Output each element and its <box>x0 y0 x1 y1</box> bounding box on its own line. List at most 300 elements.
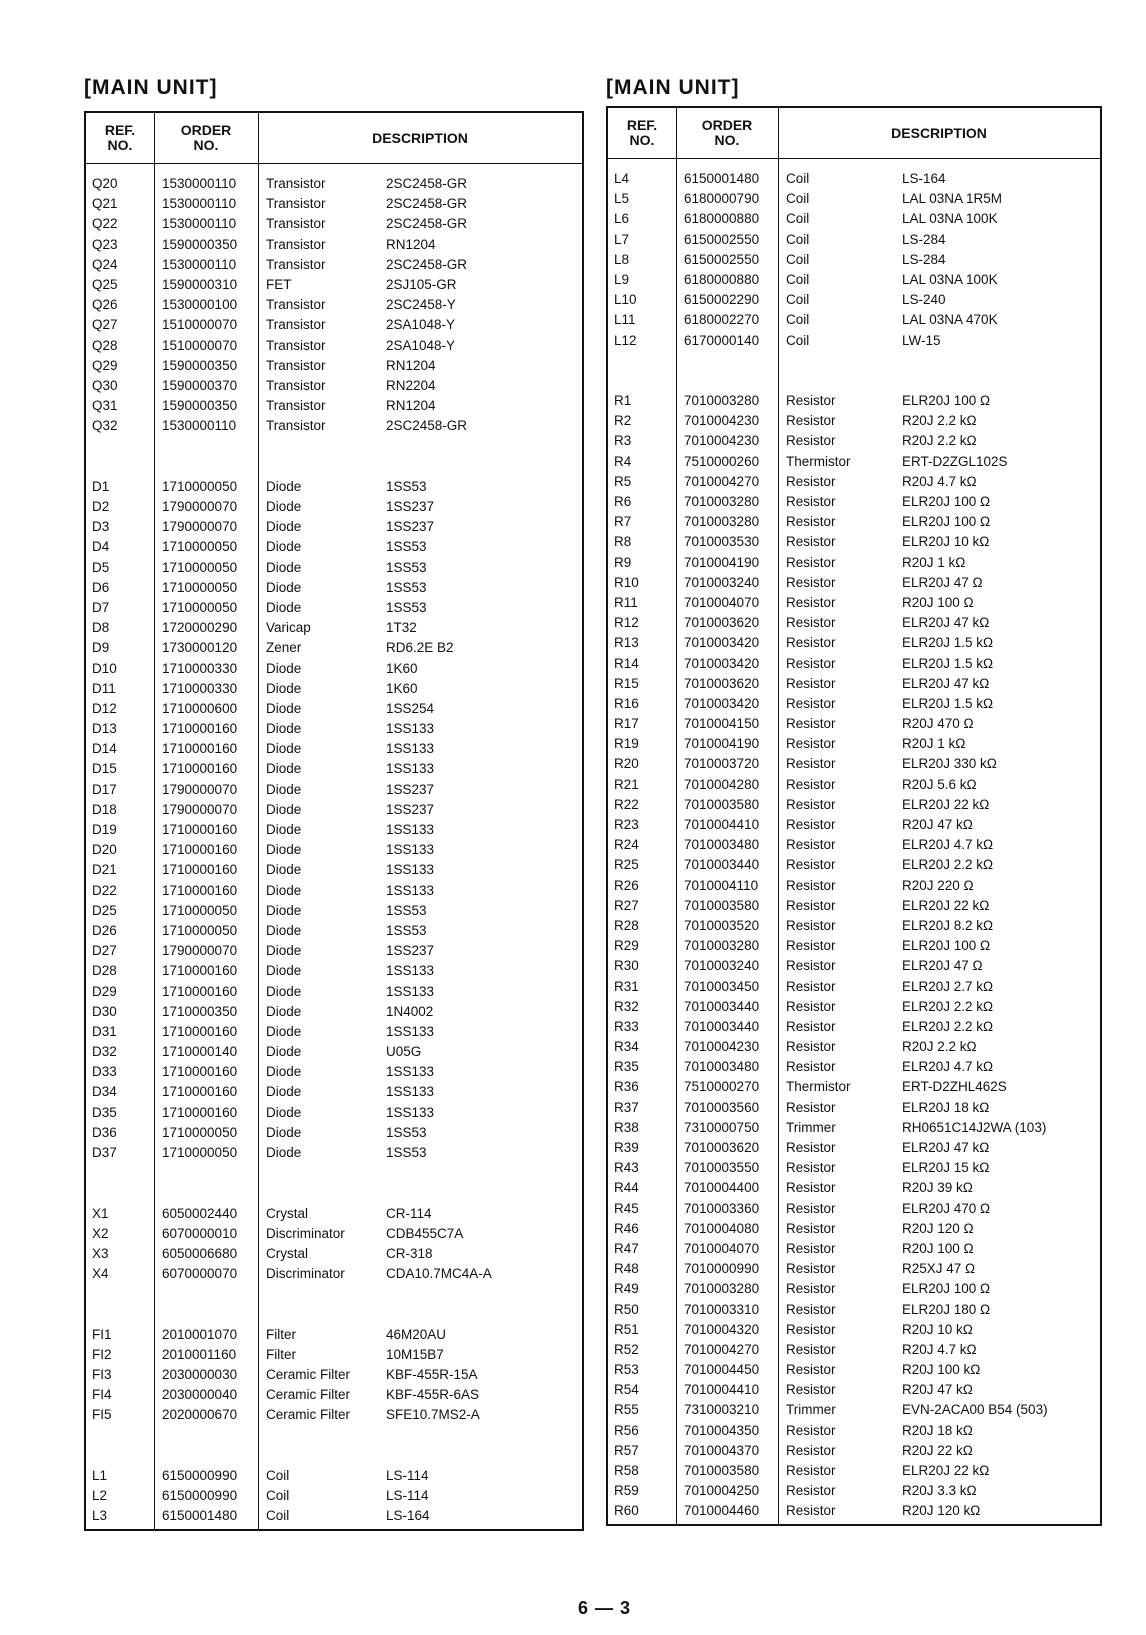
order-no: 6070000070 <box>162 1266 238 1282</box>
part-number: 1SS133 <box>386 842 435 858</box>
part-type: Diode <box>266 519 302 535</box>
ref-no: R30 <box>614 958 639 974</box>
part-type: Zener <box>266 640 302 656</box>
table-row <box>86 1486 582 1506</box>
table-row <box>86 941 582 961</box>
table-row <box>608 472 1100 492</box>
table-row <box>608 734 1100 754</box>
part-number: ELR20J 22 kΩ <box>902 1463 990 1478</box>
part-type: Resistor <box>786 1362 836 1378</box>
part-type: Resistor <box>786 473 836 489</box>
ref-no: X1 <box>92 1205 109 1221</box>
part-number: ELR20J 100 Ω <box>902 514 991 530</box>
part-number: 10M15B7 <box>386 1346 444 1362</box>
ref-no: D37 <box>92 1145 117 1160</box>
part-type: Diode <box>266 862 302 878</box>
table-row <box>86 1103 582 1123</box>
ref-no: R7 <box>614 514 632 530</box>
ref-no: R44 <box>614 1180 639 1196</box>
ref-no: R43 <box>614 1160 639 1176</box>
ref-no: D2 <box>92 499 110 514</box>
table-row <box>86 436 582 456</box>
table-row <box>86 416 582 436</box>
table-row <box>608 1340 1100 1360</box>
ref-no: X3 <box>92 1245 109 1261</box>
part-type: Diode <box>266 902 302 918</box>
part-number: 2SA1048-Y <box>386 317 456 333</box>
order-no: 7010004270 <box>684 473 760 489</box>
part-number: LS-164 <box>902 171 946 186</box>
ref-no: D13 <box>92 721 117 737</box>
order-no: 7010004370 <box>684 1442 760 1458</box>
table-row <box>86 1385 582 1405</box>
order-no: 6150001480 <box>162 1508 238 1524</box>
ref-no: R5 <box>614 473 632 489</box>
part-type: Transistor <box>266 297 326 313</box>
order-no: 7010004460 <box>684 1503 760 1519</box>
part-type: Ceramic Filter <box>266 1387 351 1403</box>
order-no: 1790000070 <box>162 801 238 817</box>
table-row <box>608 371 1100 391</box>
part-type: Diode <box>266 1145 302 1160</box>
table-row <box>608 1158 1100 1178</box>
part-number: KBF-455R-6AS <box>386 1387 480 1403</box>
ref-no: R47 <box>614 1240 639 1256</box>
part-type: Diode <box>266 478 302 494</box>
ref-no: Q25 <box>92 276 118 292</box>
part-number: 1K60 <box>386 660 418 676</box>
part-type: Transistor <box>266 256 326 272</box>
part-type: Filter <box>266 1346 296 1362</box>
table-row <box>86 235 582 255</box>
part-number: ELR20J 47 kΩ <box>902 615 990 631</box>
part-number: ELR20J 2.2 kΩ <box>902 998 994 1014</box>
part-type: Thermistor <box>786 1079 851 1095</box>
part-number: ERT-D2ZGL102S <box>902 453 1008 469</box>
part-type: Resistor <box>786 917 836 933</box>
table-row <box>608 977 1100 997</box>
part-type: Transistor <box>266 176 326 191</box>
order-no: 1710000160 <box>162 822 238 837</box>
part-number: R20J 18 kΩ <box>902 1422 973 1438</box>
order-no: 1710000050 <box>162 1124 238 1140</box>
order-no: 1710000050 <box>162 559 238 575</box>
ref-no: R51 <box>614 1321 639 1337</box>
order-no: 1590000350 <box>162 236 238 252</box>
order-no: 1710000330 <box>162 660 238 676</box>
table-row <box>86 1345 582 1365</box>
ref-no: R54 <box>614 1382 639 1398</box>
order-no: 1710000160 <box>162 1064 238 1080</box>
part-number: 1SS133 <box>386 882 435 898</box>
ref-no: R56 <box>614 1422 639 1438</box>
table-row <box>608 654 1100 674</box>
table-row <box>86 1143 582 1163</box>
order-no: 1590000310 <box>162 276 238 292</box>
part-number: R25XJ 47 Ω <box>902 1261 976 1277</box>
ref-no: L11 <box>614 312 636 328</box>
part-type: Transistor <box>266 216 326 232</box>
order-no: 6150000990 <box>162 1488 238 1504</box>
ref-no: R53 <box>614 1362 639 1378</box>
part-number: 1SS133 <box>386 862 435 878</box>
ref-no: R12 <box>614 615 639 631</box>
order-no: 2010001070 <box>162 1326 238 1342</box>
part-type: Resistor <box>786 958 836 974</box>
part-type: Transistor <box>266 398 326 414</box>
order-no: 7010004230 <box>684 413 760 429</box>
right-section-title: [MAIN UNIT] <box>606 76 740 99</box>
order-no: 1710000160 <box>162 983 238 999</box>
ref-no: D29 <box>92 983 117 999</box>
order-no: 6180000790 <box>684 191 760 207</box>
order-no: 7010003360 <box>684 1200 760 1216</box>
ref-no: R19 <box>614 736 639 752</box>
part-type: Coil <box>786 271 810 287</box>
order-no: 1590000370 <box>162 377 238 393</box>
order-no: 7010003580 <box>684 796 760 812</box>
order-no: 6070000010 <box>162 1225 238 1241</box>
table-row <box>608 997 1100 1017</box>
ref-no: Q23 <box>92 236 118 252</box>
part-number: 1SS133 <box>386 1104 435 1120</box>
part-number: CDA10.7MC4A-A <box>386 1266 492 1282</box>
table-body <box>608 169 1100 1522</box>
ref-no: D4 <box>92 539 110 555</box>
part-number: CR-318 <box>386 1245 433 1261</box>
table-row <box>608 674 1100 694</box>
ref-no: D3 <box>92 519 110 535</box>
ref-no: R21 <box>614 776 639 792</box>
part-type: Trimmer <box>786 1119 836 1135</box>
order-no: 7010004320 <box>684 1321 760 1337</box>
part-number: ELR20J 10 kΩ <box>902 534 990 550</box>
order-no: 7510000260 <box>684 453 760 469</box>
table-row <box>86 860 582 880</box>
table-row <box>608 1279 1100 1299</box>
ref-no: R52 <box>614 1341 639 1357</box>
ref-no: Q21 <box>92 196 118 212</box>
order-no: 1710000160 <box>162 1104 238 1120</box>
part-type: Resistor <box>786 938 836 954</box>
part-number: 1N4002 <box>386 1003 434 1019</box>
table-row <box>86 497 582 517</box>
table-row <box>608 1057 1100 1077</box>
ref-no: R25 <box>614 857 639 873</box>
part-number: R20J 220 Ω <box>902 877 974 893</box>
order-no: 7010004410 <box>684 817 760 832</box>
table-row <box>608 1461 1100 1481</box>
order-no: 6150002550 <box>684 231 760 247</box>
ref-no: L1 <box>92 1468 108 1483</box>
order-no: 7010004410 <box>684 1382 760 1398</box>
part-number: R20J 100 Ω <box>902 1240 974 1256</box>
ref-no: R46 <box>614 1220 639 1236</box>
part-number: RN1204 <box>386 357 436 373</box>
part-type: Ceramic Filter <box>266 1407 351 1423</box>
part-number: ELR20J 100 Ω <box>902 494 991 509</box>
order-no: 7010004190 <box>684 736 760 752</box>
table-header <box>86 113 582 164</box>
ref-no: R29 <box>614 938 639 954</box>
ref-no: R3 <box>614 433 632 449</box>
order-no: 7510000270 <box>684 1079 760 1095</box>
part-type: Diode <box>266 579 302 595</box>
ref-no: R2 <box>614 413 632 429</box>
order-no: 7010004350 <box>684 1422 760 1438</box>
part-number: LS-164 <box>386 1508 430 1524</box>
table-row <box>86 275 582 295</box>
part-number: R20J 22 kΩ <box>902 1442 973 1458</box>
part-type: Resistor <box>786 857 836 873</box>
part-number: 2SC2458-GR <box>386 176 468 191</box>
ref-no: R23 <box>614 817 639 832</box>
table-row <box>608 492 1100 512</box>
table-row <box>608 1320 1100 1340</box>
table-row <box>86 1244 582 1264</box>
part-number: 1SS133 <box>386 983 435 999</box>
ref-no: R60 <box>614 1503 639 1519</box>
part-number: 1SS237 <box>386 519 435 535</box>
ref-no: D21 <box>92 862 117 878</box>
ref-no: R50 <box>614 1301 639 1317</box>
order-no: 2030000040 <box>162 1387 238 1403</box>
table-row <box>86 800 582 820</box>
part-number: RN1204 <box>386 398 436 414</box>
table-row <box>86 1204 582 1224</box>
ref-no: D32 <box>92 1044 117 1060</box>
table-row <box>86 901 582 921</box>
part-type: Diode <box>266 559 302 575</box>
ref-no: R34 <box>614 1039 639 1055</box>
part-number: LW-15 <box>902 332 941 348</box>
part-number: 2SC2458-GR <box>386 216 468 232</box>
order-no: 6150002290 <box>684 292 760 308</box>
order-no: 7010004270 <box>684 1341 760 1357</box>
part-type: Resistor <box>786 433 836 449</box>
ref-no: R49 <box>614 1281 639 1297</box>
part-type: Diode <box>266 499 302 514</box>
table-row <box>608 1421 1100 1441</box>
order-no: 1790000070 <box>162 781 238 797</box>
part-number: ELR20J 47 kΩ <box>902 675 990 691</box>
table-row <box>86 1264 582 1284</box>
table-row <box>86 1446 582 1466</box>
table-row <box>86 820 582 840</box>
table-row <box>86 295 582 315</box>
part-type: Thermistor <box>786 453 851 469</box>
part-number: RN1204 <box>386 236 436 252</box>
part-type: Coil <box>786 231 810 247</box>
part-type: Ceramic Filter <box>266 1367 351 1383</box>
left-parts-table <box>84 111 584 1531</box>
order-no: 1790000070 <box>162 519 238 535</box>
ref-no: Q32 <box>92 418 118 434</box>
ref-no: Q29 <box>92 357 118 373</box>
order-no: 7010003480 <box>684 837 760 853</box>
part-type: Resistor <box>786 978 836 994</box>
table-row <box>86 699 582 719</box>
order-no: 1710000160 <box>162 1084 238 1100</box>
ref-no: D18 <box>92 801 117 817</box>
table-row <box>608 230 1100 250</box>
table-row <box>86 1506 582 1526</box>
table-row <box>86 1426 582 1446</box>
part-type: Crystal <box>266 1245 309 1261</box>
page-number: 6 — 3 <box>578 1598 632 1618</box>
part-type: Resistor <box>786 695 836 711</box>
ref-no: R36 <box>614 1079 639 1095</box>
ref-no: R59 <box>614 1483 639 1499</box>
part-number: 1SS133 <box>386 963 435 979</box>
ref-no: R17 <box>614 716 639 732</box>
part-number: R20J 100 Ω <box>902 594 974 610</box>
order-no: 7010003440 <box>684 998 760 1014</box>
part-number: R20J 1 kΩ <box>902 736 966 752</box>
part-type: Diode <box>266 1003 302 1019</box>
part-type: Coil <box>786 312 810 328</box>
table-row <box>86 1082 582 1102</box>
ref-no: L5 <box>614 191 630 207</box>
table-row <box>608 1178 1100 1198</box>
table-row <box>86 982 582 1002</box>
table-row <box>86 1305 582 1325</box>
table-row <box>86 255 582 275</box>
order-no: 7310003210 <box>684 1402 760 1418</box>
part-type: Transistor <box>266 196 326 212</box>
part-number: R20J 47 kΩ <box>902 817 973 832</box>
order-no: 7010003420 <box>684 635 760 651</box>
table-row <box>86 457 582 477</box>
ref-no: L6 <box>614 211 630 227</box>
ref-no: D28 <box>92 963 117 979</box>
part-number: R20J 39 kΩ <box>902 1180 973 1196</box>
part-number: LS-114 <box>386 1488 429 1504</box>
ref-no: R9 <box>614 554 632 570</box>
order-no: 1710000050 <box>162 902 238 918</box>
table-row <box>608 593 1100 613</box>
order-no: 7010003560 <box>684 1099 760 1115</box>
table-row <box>86 1062 582 1082</box>
order-no: 6150000990 <box>162 1468 238 1483</box>
part-type: Diode <box>266 761 302 777</box>
order-no: 7010003240 <box>684 958 760 974</box>
part-type: Resistor <box>786 1382 836 1398</box>
part-number: 1SS133 <box>386 1084 435 1100</box>
table-row <box>86 679 582 699</box>
part-number: 2SC2458-GR <box>386 196 468 212</box>
order-no: 7010004070 <box>684 594 760 610</box>
part-number: LAL 03NA 470K <box>902 312 998 328</box>
part-number: ELR20J 4.7 kΩ <box>902 837 994 853</box>
part-number: ELR20J 1.5 kΩ <box>902 695 994 711</box>
order-no: 7010003280 <box>684 938 760 954</box>
ref-no: Q28 <box>92 337 118 353</box>
table-row <box>608 1138 1100 1158</box>
order-no: 2020000670 <box>162 1407 238 1423</box>
ref-no: R4 <box>614 453 632 469</box>
part-type: Resistor <box>786 1140 836 1155</box>
part-type: Resistor <box>786 1220 836 1236</box>
table-row <box>608 553 1100 573</box>
order-no: 7010003480 <box>684 1059 760 1075</box>
table-row <box>86 1284 582 1304</box>
ref-no: D9 <box>92 640 110 656</box>
table-row <box>608 452 1100 472</box>
part-number: ELR20J 470 Ω <box>902 1200 991 1216</box>
table-row <box>608 775 1100 795</box>
order-no: 7010003280 <box>684 1281 760 1297</box>
order-no: 1710000350 <box>162 1003 238 1019</box>
part-type: Resistor <box>786 1301 836 1317</box>
part-number: ELR20J 330 kΩ <box>902 756 997 772</box>
part-type: Diode <box>266 963 302 979</box>
table-row <box>608 209 1100 229</box>
table-row <box>86 1325 582 1345</box>
part-type: Resistor <box>786 534 836 550</box>
ref-no: R32 <box>614 998 639 1014</box>
table-row <box>608 936 1100 956</box>
order-no: 7010000990 <box>684 1261 760 1277</box>
ref-no: FI3 <box>92 1367 112 1383</box>
order-no: 6050002440 <box>162 1205 238 1221</box>
order-no: 7010004150 <box>684 716 760 732</box>
table-row <box>86 1022 582 1042</box>
ref-no: FI2 <box>92 1346 112 1362</box>
order-no: 1790000070 <box>162 499 238 514</box>
order-no: 1530000110 <box>162 418 237 434</box>
order-no: 6180000880 <box>684 211 760 227</box>
part-type: Diode <box>266 599 302 615</box>
part-type: Resistor <box>786 1240 836 1256</box>
part-type: FET <box>266 276 292 292</box>
order-no: 1710000160 <box>162 862 238 878</box>
part-number: ELR20J 15 kΩ <box>902 1160 990 1176</box>
order-no: 1710000050 <box>162 599 238 615</box>
table-row <box>86 1002 582 1022</box>
order-no: 7010003580 <box>684 1463 760 1478</box>
table-row <box>608 310 1100 330</box>
ref-no: X4 <box>92 1266 109 1282</box>
part-type: Coil <box>786 332 810 348</box>
part-number: R20J 2.2 kΩ <box>902 413 977 429</box>
table-row <box>608 754 1100 774</box>
table-row <box>608 1219 1100 1239</box>
part-number: R20J 100 kΩ <box>902 1362 981 1378</box>
ref-no: D36 <box>92 1124 117 1140</box>
table-row <box>608 331 1100 351</box>
table-row <box>86 517 582 537</box>
part-number: KBF-455R-15A <box>386 1367 478 1383</box>
ref-no: D22 <box>92 882 117 898</box>
order-no: 1530000110 <box>162 216 237 232</box>
table-row <box>608 896 1100 916</box>
part-number: 1SS237 <box>386 499 435 514</box>
order-no: 6050006680 <box>162 1245 238 1261</box>
table-row <box>86 1163 582 1183</box>
table-header <box>608 108 1100 159</box>
order-no: 6180000880 <box>684 271 760 287</box>
ref-no: L2 <box>92 1488 108 1504</box>
part-type: Crystal <box>266 1205 309 1221</box>
table-row <box>608 795 1100 815</box>
ref-no: L3 <box>92 1508 108 1524</box>
order-no: 6170000140 <box>684 332 760 348</box>
order-no: 7010003240 <box>684 574 760 590</box>
table-row <box>608 351 1100 371</box>
order-no: 7010004450 <box>684 1362 760 1378</box>
order-no: 7010004190 <box>684 554 760 570</box>
